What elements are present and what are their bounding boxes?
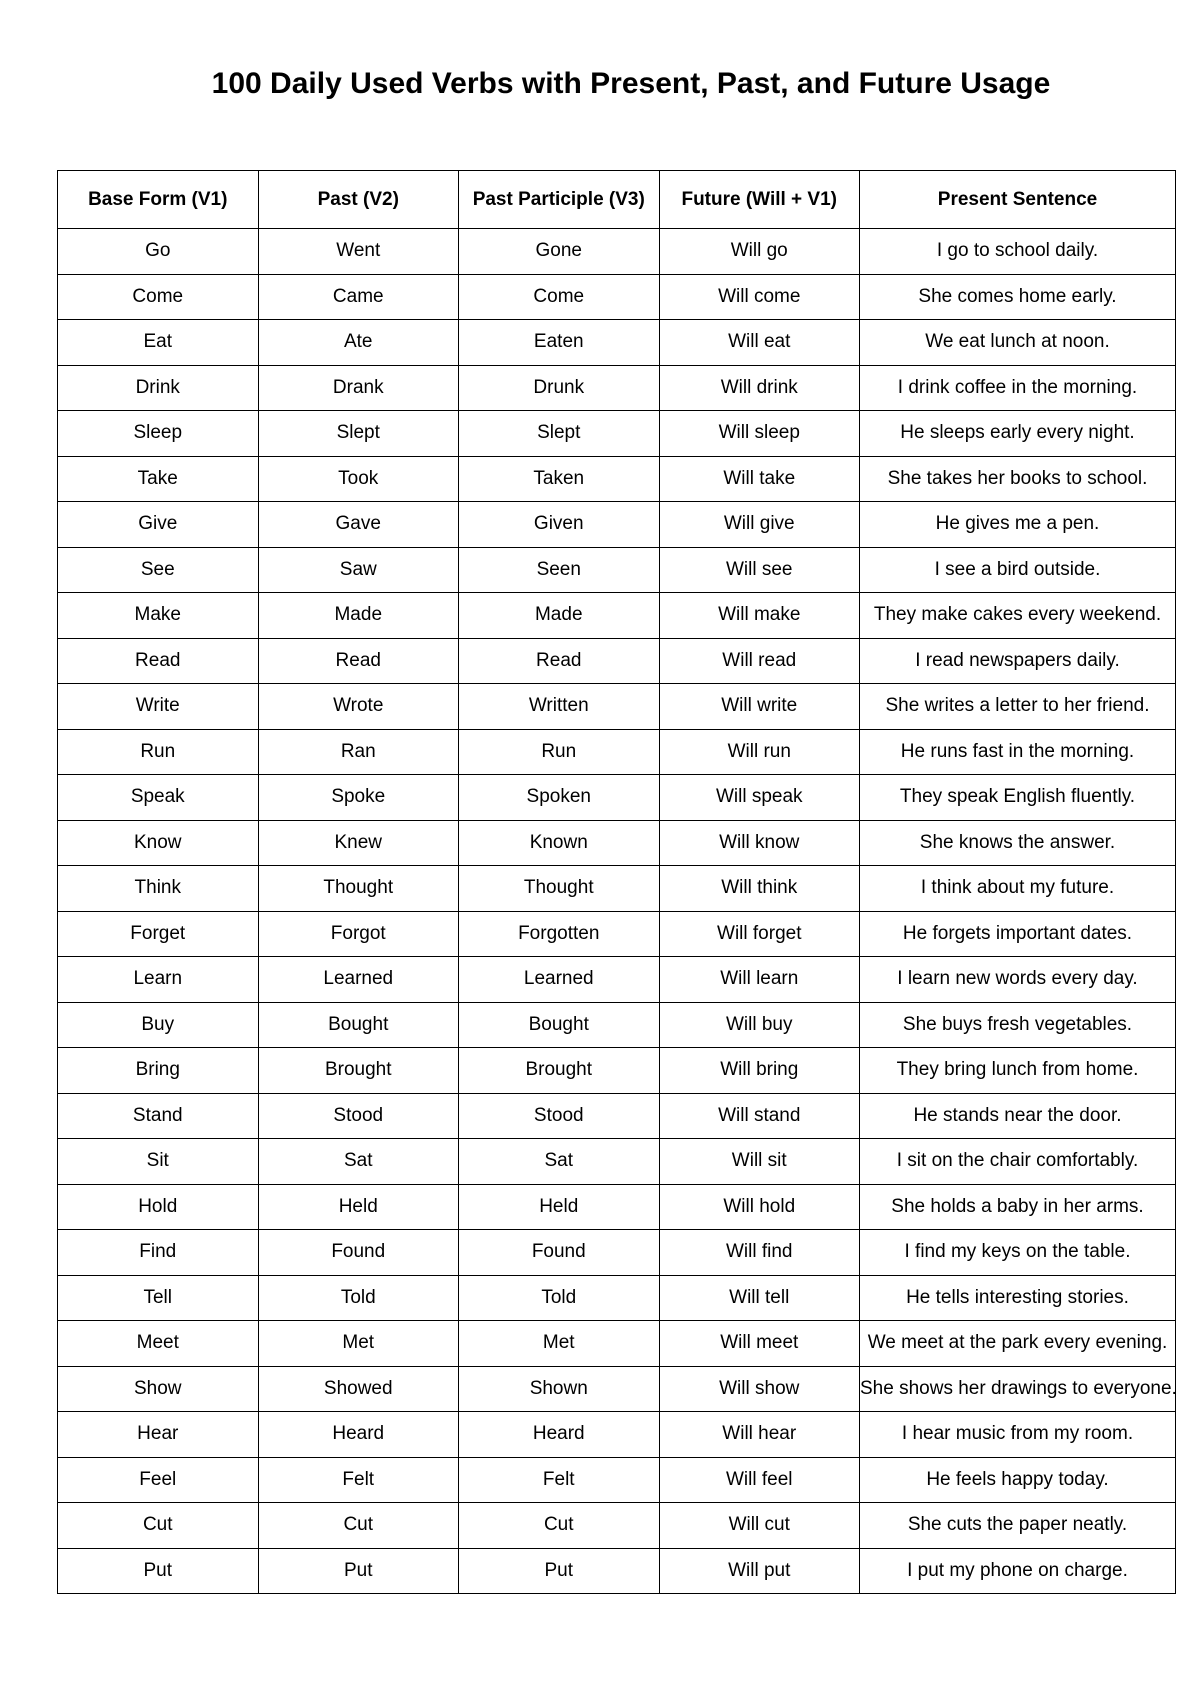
header-present-sentence: Present Sentence (860, 171, 1176, 229)
cell-past-participle: Learned (459, 957, 660, 1003)
cell-present-sentence: I find my keys on the table. (860, 1230, 1176, 1276)
cell-future: Will write (659, 684, 860, 730)
table-row (58, 274, 1176, 320)
cell-future: Will hear (659, 1412, 860, 1458)
cell-future: Will forget (659, 911, 860, 957)
cell-past-participle: Stood (459, 1093, 660, 1139)
cell-present-sentence: They make cakes every weekend. (860, 593, 1176, 639)
cell-future: Will sleep (659, 411, 860, 457)
cell-past-participle: Cut (459, 1503, 660, 1549)
cell-present-sentence: I learn new words every day. (860, 957, 1176, 1003)
cell-past: Ate (258, 320, 459, 366)
table-row (58, 1184, 1176, 1230)
cell-present-sentence: She comes home early. (860, 274, 1176, 320)
cell-past: Stood (258, 1093, 459, 1139)
table-row (58, 911, 1176, 957)
table-row (58, 1048, 1176, 1094)
cell-past: Gave (258, 502, 459, 548)
cell-present-sentence: They speak English fluently. (860, 775, 1176, 821)
cell-base-form: Take (58, 456, 259, 502)
cell-present-sentence: She holds a baby in her arms. (860, 1184, 1176, 1230)
cell-present-sentence: I hear music from my room. (860, 1412, 1176, 1458)
table-row (58, 593, 1176, 639)
table-row (58, 229, 1176, 275)
cell-base-form: Drink (58, 365, 259, 411)
table-row (58, 820, 1176, 866)
cell-present-sentence: She takes her books to school. (860, 456, 1176, 502)
cell-past-participle: Shown (459, 1366, 660, 1412)
cell-future: Will know (659, 820, 860, 866)
cell-past: Felt (258, 1457, 459, 1503)
cell-past-participle: Come (459, 274, 660, 320)
table-row (58, 1321, 1176, 1367)
cell-past: Told (258, 1275, 459, 1321)
cell-future: Will put (659, 1548, 860, 1594)
cell-base-form: Learn (58, 957, 259, 1003)
cell-past-participle: Gone (459, 229, 660, 275)
table-row (58, 1093, 1176, 1139)
cell-present-sentence: She knows the answer. (860, 820, 1176, 866)
table-row (58, 1002, 1176, 1048)
cell-base-form: Find (58, 1230, 259, 1276)
table-row (58, 638, 1176, 684)
cell-past: Knew (258, 820, 459, 866)
cell-future: Will give (659, 502, 860, 548)
cell-past: Sat (258, 1139, 459, 1185)
cell-future: Will see (659, 547, 860, 593)
table-row (58, 547, 1176, 593)
table-header (58, 171, 1176, 229)
table-row (58, 684, 1176, 730)
cell-base-form: Eat (58, 320, 259, 366)
table-row (58, 866, 1176, 912)
cell-past: Made (258, 593, 459, 639)
cell-present-sentence: He forgets important dates. (860, 911, 1176, 957)
cell-past: Held (258, 1184, 459, 1230)
cell-past: Wrote (258, 684, 459, 730)
cell-past-participle: Made (459, 593, 660, 639)
table-row (58, 775, 1176, 821)
cell-base-form: Tell (58, 1275, 259, 1321)
cell-past-participle: Felt (459, 1457, 660, 1503)
cell-past: Cut (258, 1503, 459, 1549)
cell-base-form: Put (58, 1548, 259, 1594)
cell-present-sentence: She shows her drawings to everyone. (860, 1366, 1176, 1412)
cell-past: Learned (258, 957, 459, 1003)
cell-base-form: Cut (58, 1503, 259, 1549)
cell-past-participle: Heard (459, 1412, 660, 1458)
cell-past: Slept (258, 411, 459, 457)
cell-past-participle: Put (459, 1548, 660, 1594)
cell-future: Will read (659, 638, 860, 684)
cell-base-form: Sit (58, 1139, 259, 1185)
cell-past-participle: Written (459, 684, 660, 730)
cell-past-participle: Eaten (459, 320, 660, 366)
table-row (58, 1139, 1176, 1185)
cell-present-sentence: He sleeps early every night. (860, 411, 1176, 457)
cell-present-sentence: I go to school daily. (860, 229, 1176, 275)
cell-base-form: Make (58, 593, 259, 639)
cell-present-sentence: He tells interesting stories. (860, 1275, 1176, 1321)
cell-present-sentence: He gives me a pen. (860, 502, 1176, 548)
cell-past-participle: Brought (459, 1048, 660, 1094)
cell-base-form: Bring (58, 1048, 259, 1094)
cell-past: Read (258, 638, 459, 684)
cell-base-form: Hear (58, 1412, 259, 1458)
cell-present-sentence: She cuts the paper neatly. (860, 1503, 1176, 1549)
cell-past-participle: Taken (459, 456, 660, 502)
cell-base-form: Sleep (58, 411, 259, 457)
header-row (58, 171, 1176, 229)
cell-present-sentence: He feels happy today. (860, 1457, 1176, 1503)
table-row (58, 456, 1176, 502)
cell-past-participle: Spoken (459, 775, 660, 821)
cell-present-sentence: He stands near the door. (860, 1093, 1176, 1139)
cell-past: Found (258, 1230, 459, 1276)
cell-present-sentence: They bring lunch from home. (860, 1048, 1176, 1094)
cell-base-form: See (58, 547, 259, 593)
cell-base-form: Speak (58, 775, 259, 821)
cell-past-participle: Read (459, 638, 660, 684)
cell-future: Will make (659, 593, 860, 639)
cell-past-participle: Bought (459, 1002, 660, 1048)
cell-past-participle: Given (459, 502, 660, 548)
cell-present-sentence: I see a bird outside. (860, 547, 1176, 593)
cell-present-sentence: We meet at the park every evening. (860, 1321, 1176, 1367)
cell-past-participle: Drunk (459, 365, 660, 411)
cell-future: Will go (659, 229, 860, 275)
cell-present-sentence: I think about my future. (860, 866, 1176, 912)
cell-past: Heard (258, 1412, 459, 1458)
table-row (58, 1366, 1176, 1412)
table-row (58, 1457, 1176, 1503)
cell-past: Took (258, 456, 459, 502)
cell-past: Came (258, 274, 459, 320)
cell-present-sentence: She buys fresh vegetables. (860, 1002, 1176, 1048)
header-future: Future (Will + V1) (659, 171, 860, 229)
header-past-participle: Past Participle (V3) (459, 171, 660, 229)
cell-future: Will take (659, 456, 860, 502)
cell-base-form: Feel (58, 1457, 259, 1503)
cell-past: Brought (258, 1048, 459, 1094)
table-row (58, 1548, 1176, 1594)
cell-past: Showed (258, 1366, 459, 1412)
cell-base-form: Buy (58, 1002, 259, 1048)
cell-base-form: Stand (58, 1093, 259, 1139)
cell-present-sentence: I read newspapers daily. (860, 638, 1176, 684)
table-row (58, 365, 1176, 411)
cell-present-sentence: I sit on the chair comfortably. (860, 1139, 1176, 1185)
cell-present-sentence: He runs fast in the morning. (860, 729, 1176, 775)
cell-future: Will find (659, 1230, 860, 1276)
cell-present-sentence: We eat lunch at noon. (860, 320, 1176, 366)
cell-past-participle: Met (459, 1321, 660, 1367)
cell-present-sentence: She writes a letter to her friend. (860, 684, 1176, 730)
cell-past-participle: Forgotten (459, 911, 660, 957)
page-title: 100 Daily Used Verbs with Present, Past, and Future Usage (211, 67, 1051, 100)
cell-future: Will feel (659, 1457, 860, 1503)
cell-past-participle: Held (459, 1184, 660, 1230)
cell-base-form: Forget (58, 911, 259, 957)
table-row (58, 1230, 1176, 1276)
cell-future: Will come (659, 274, 860, 320)
cell-past-participle: Slept (459, 411, 660, 457)
cell-past: Met (258, 1321, 459, 1367)
table-row (58, 1503, 1176, 1549)
cell-future: Will stand (659, 1093, 860, 1139)
header-base-form: Base Form (V1) (58, 171, 259, 229)
cell-past: Put (258, 1548, 459, 1594)
cell-past-participle: Run (459, 729, 660, 775)
table-row (58, 729, 1176, 775)
cell-past-participle: Told (459, 1275, 660, 1321)
cell-future: Will show (659, 1366, 860, 1412)
cell-future: Will eat (659, 320, 860, 366)
cell-base-form: Read (58, 638, 259, 684)
table-row (58, 957, 1176, 1003)
cell-future: Will speak (659, 775, 860, 821)
verb-table (57, 170, 1176, 1594)
cell-past-participle: Seen (459, 547, 660, 593)
cell-base-form: Hold (58, 1184, 259, 1230)
table-row (58, 1275, 1176, 1321)
cell-past-participle: Sat (459, 1139, 660, 1185)
cell-base-form: Go (58, 229, 259, 275)
cell-past: Saw (258, 547, 459, 593)
table-row (58, 1412, 1176, 1458)
cell-future: Will cut (659, 1503, 860, 1549)
cell-past: Drank (258, 365, 459, 411)
cell-past-participle: Thought (459, 866, 660, 912)
table-body (58, 229, 1176, 1594)
cell-future: Will buy (659, 1002, 860, 1048)
cell-past: Spoke (258, 775, 459, 821)
cell-present-sentence: I put my phone on charge. (860, 1548, 1176, 1594)
cell-past: Bought (258, 1002, 459, 1048)
table-row (58, 411, 1176, 457)
table-row (58, 502, 1176, 548)
cell-base-form: Meet (58, 1321, 259, 1367)
cell-past-participle: Known (459, 820, 660, 866)
cell-future: Will meet (659, 1321, 860, 1367)
cell-base-form: Come (58, 274, 259, 320)
cell-future: Will run (659, 729, 860, 775)
cell-future: Will learn (659, 957, 860, 1003)
cell-future: Will think (659, 866, 860, 912)
cell-past: Thought (258, 866, 459, 912)
cell-base-form: Write (58, 684, 259, 730)
cell-future: Will bring (659, 1048, 860, 1094)
cell-past: Forgot (258, 911, 459, 957)
cell-future: Will tell (659, 1275, 860, 1321)
cell-base-form: Run (58, 729, 259, 775)
cell-base-form: Think (58, 866, 259, 912)
cell-future: Will sit (659, 1139, 860, 1185)
table-row (58, 320, 1176, 366)
cell-past-participle: Found (459, 1230, 660, 1276)
cell-future: Will drink (659, 365, 860, 411)
cell-present-sentence: I drink coffee in the morning. (860, 365, 1176, 411)
cell-future: Will hold (659, 1184, 860, 1230)
header-past: Past (V2) (258, 171, 459, 229)
cell-base-form: Show (58, 1366, 259, 1412)
cell-past: Went (258, 229, 459, 275)
cell-base-form: Know (58, 820, 259, 866)
cell-base-form: Give (58, 502, 259, 548)
cell-past: Ran (258, 729, 459, 775)
